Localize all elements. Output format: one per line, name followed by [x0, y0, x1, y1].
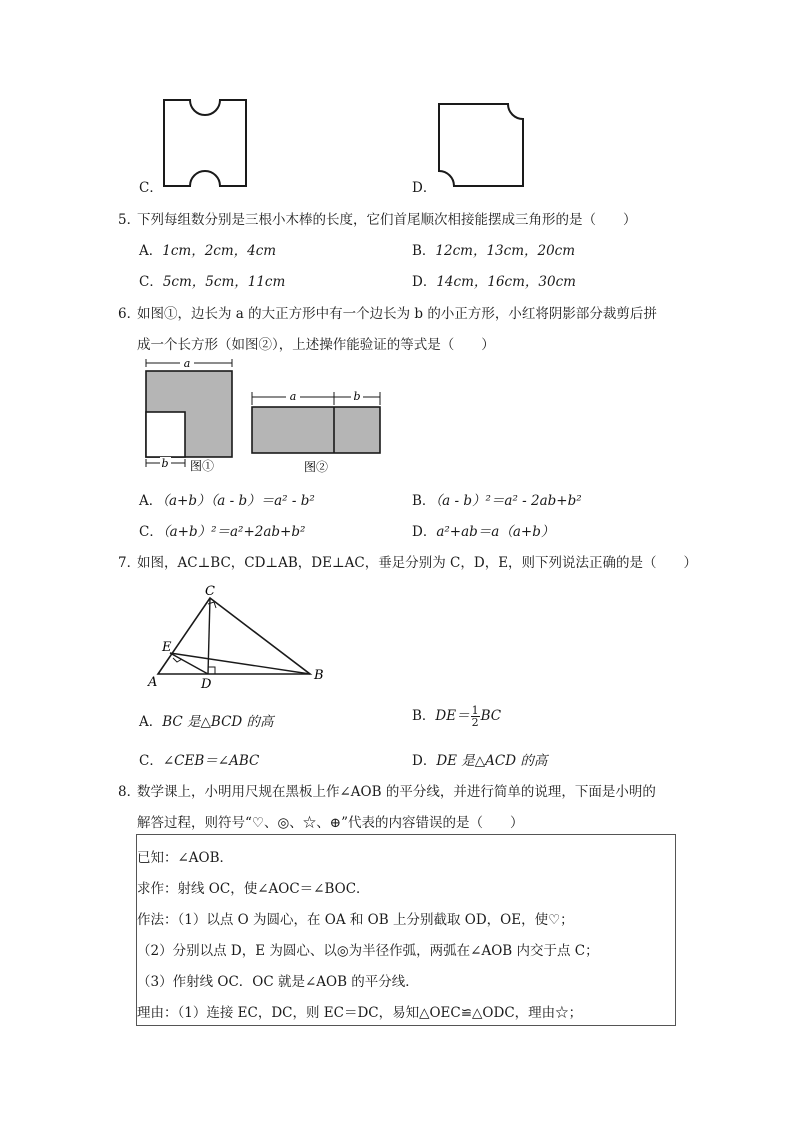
q5-stem: 下列每组数分别是三根小木棒的长度，它们首尾顺次相接能摆成三角形的是（ ） — [137, 212, 637, 228]
option-text: （a+b）²＝a²+2ab+b² — [162, 524, 306, 540]
q8-stem-line1: 数学课上，小明用尺规在黑板上作∠AOB 的平分线，并进行简单的说理，下面是小明的 — [137, 784, 656, 800]
option-label: A． — [139, 714, 163, 730]
q6-stem-line1: 如图①，边长为 a 的大正方形中有一个边长为 b 的小正方形，小红将阴影部分裁剪后拼 — [137, 306, 657, 322]
fig1-label-a: a — [183, 357, 191, 370]
option-text: 1cm，2cm，4cm — [162, 243, 277, 259]
point-b: B — [314, 668, 324, 683]
q4-option-c-shape — [163, 99, 247, 187]
option-text: 14cm，16cm，30cm — [436, 274, 576, 290]
q7-option-d[interactable] — [412, 749, 547, 769]
q7-number: 7． — [118, 555, 141, 571]
q7-option-c[interactable] — [139, 749, 259, 769]
q6-figure-2 — [246, 385, 386, 475]
option-text: 5cm，5cm，11cm — [162, 274, 286, 290]
fraction-one-half — [471, 705, 480, 728]
q6-stem-line2: 成一个长方形（如图②），上述操作能验证的等式是（ ） — [137, 337, 495, 353]
option-text-suffix: BC — [480, 708, 502, 724]
q5-option-a[interactable] — [139, 239, 276, 259]
option-text: 12cm，13cm，20cm — [435, 243, 576, 259]
q8-box-line-method-2: （2）分别以点 D，E 为圆心、以◎为半径作弧，两弧在∠AOB 内交于点 C； — [137, 943, 599, 959]
option-label: C． — [139, 274, 163, 290]
q5-option-c[interactable] — [139, 270, 285, 290]
option-label: A． — [139, 243, 163, 259]
point-c: C — [205, 584, 215, 599]
q6-figure-1 — [140, 358, 238, 474]
q6-number: 6． — [118, 306, 141, 322]
q5-option-b[interactable] — [412, 239, 575, 259]
option-label: D． — [412, 274, 437, 290]
q8-box-line-construct: 求作：射线 OC，使∠AOC＝∠BOC． — [137, 881, 370, 897]
option-label: D． — [412, 524, 437, 540]
point-d: D — [201, 677, 212, 692]
q5-number: 5． — [118, 212, 141, 228]
option-text: a²+ab＝a（a+b） — [436, 524, 555, 540]
fig1-caption: 图① — [189, 459, 215, 473]
fraction-denominator: 2 — [471, 716, 479, 729]
option-text: DE 是△ACD 的高 — [436, 753, 548, 769]
fig2-label-a: a — [289, 390, 297, 403]
q6-option-b[interactable] — [412, 489, 582, 509]
option-label: D． — [412, 753, 437, 769]
fig2-label-b: b — [353, 390, 361, 403]
q7-option-b[interactable] — [412, 704, 501, 728]
q8-box-line-method-1: 作法：（1）以点 O 为圆心，在 OA 和 OB 上分别截取 OD，OE，使♡； — [137, 912, 574, 928]
option-text: （a+b）（a - b）＝a² - b² — [162, 493, 315, 509]
option-label: B． — [412, 493, 436, 509]
option-label: C． — [139, 753, 163, 769]
q8-box-line-method-3: （3）作射线 OC．OC 就是∠AOB 的平分线． — [137, 974, 419, 990]
q4-option-c-label[interactable]: C． — [139, 180, 163, 196]
q6-option-c[interactable] — [139, 520, 305, 540]
fig2-caption: 图② — [303, 460, 329, 474]
option-text: （a - b）²＝a² - 2ab+b² — [435, 493, 582, 509]
option-label: A． — [139, 493, 163, 509]
q7-triangle-figure — [142, 578, 332, 690]
q8-number: 8． — [118, 784, 141, 800]
q6-option-a[interactable] — [139, 489, 315, 509]
q5-option-d[interactable] — [412, 270, 576, 290]
option-label: C． — [139, 524, 163, 540]
option-label: B． — [412, 243, 436, 259]
q8-stem-line2: 解答过程，则符号“♡、◎、☆、⊕”代表的内容错误的是（ ） — [137, 815, 524, 831]
q4-option-d-label[interactable]: D． — [412, 180, 437, 196]
q7-stem: 如图，AC⊥BC，CD⊥AB，DE⊥AC，垂足分别为 C，D，E，则下列说法正确的是（ ） — [137, 555, 698, 571]
q6-option-d[interactable] — [412, 520, 554, 540]
point-e: E — [162, 640, 172, 655]
option-text: BC 是△BCD 的高 — [162, 714, 274, 730]
option-label: B． — [412, 708, 436, 724]
q7-option-a[interactable] — [139, 710, 274, 730]
q8-box-line-given: 已知：∠AOB． — [137, 850, 234, 866]
q4-option-d-shape — [438, 103, 524, 187]
point-a: A — [148, 675, 158, 690]
fig1-label-b: b — [161, 457, 169, 470]
q8-box-line-reason: 理由：（1）连接 EC，DC，则 EC＝DC，易知△OEC≌△ODC，理由☆； — [137, 1005, 583, 1021]
option-text-prefix: DE＝ — [435, 708, 470, 724]
option-text: ∠CEB＝∠ABC — [162, 753, 260, 769]
fraction-numerator: 1 — [471, 704, 479, 717]
